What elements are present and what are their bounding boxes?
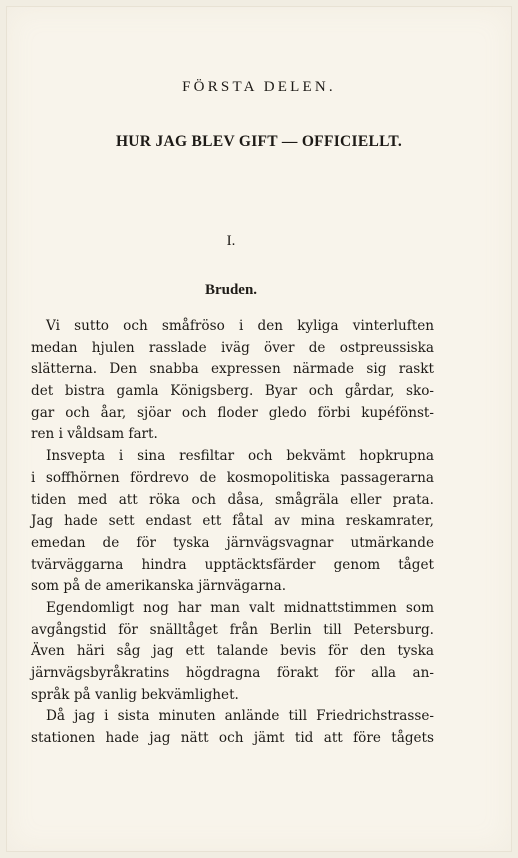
text-line: järnvägsbyråkratins högdragna förakt för alla an- — [31, 665, 434, 681]
text-line: Då jag i sista minuten anlände till Friedrichstrasse- — [46, 708, 434, 725]
text-line: gar och åar, sjöar och floder gledo förbi kupéfönst- — [31, 404, 434, 421]
text-line: emedan de för tyska järnvägsvagnar utmärkande — [31, 534, 434, 551]
text-line: Egendomligt nog har man valt midnattstimmen som — [46, 599, 434, 616]
text-line: ren i våldsam fart. — [31, 426, 158, 443]
text-line: avgångstid för snälltåget från Berlin till Petersburg. — [31, 621, 434, 638]
text-line: medan hjulen rasslade iväg över de ostpreussiska — [31, 339, 434, 356]
section-number: I. — [226, 233, 236, 249]
text-line: slätterna. Den snabba expressen närmade sig raskt — [31, 361, 434, 378]
text-line: Även häri såg jag ett talande bevis för den tyska — [31, 643, 434, 660]
text-line: i soffhörnen fördrevo de kosmopolitiska passagerarna — [31, 469, 434, 486]
text-line: tvärväggarna hindra upptäcktsfärder genom tåget — [31, 556, 434, 573]
part-title: FÖRSTA DELEN. — [182, 79, 336, 95]
chapter-title: HUR JAG BLEV GIFT — OFFICIELLT. — [115, 133, 403, 150]
text-line: det bistra gamla Königsberg. Byar och gårdar, sko- — [31, 383, 434, 400]
text-line: språk på vanlig bekvämlighet. — [31, 686, 239, 703]
text-line: som på de amerikanska järnvägarna. — [31, 578, 287, 595]
body-text — [31, 316, 434, 750]
text-line: tiden med att röka och dåsa, smågräla eller prata. — [31, 491, 434, 508]
text-line: Vi sutto och småfröso i den kyliga vinterluften — [46, 318, 434, 334]
text-line: Insvepta i sina resfiltar och bekvämt hopkrupna — [46, 448, 434, 465]
text-line: Jag hade sett endast ett fåtal av mina reskamrater, — [31, 513, 434, 530]
text-line: stationen hade jag nätt och jämt tid att före tågets — [31, 730, 434, 747]
section-title: Bruden. — [204, 282, 258, 298]
